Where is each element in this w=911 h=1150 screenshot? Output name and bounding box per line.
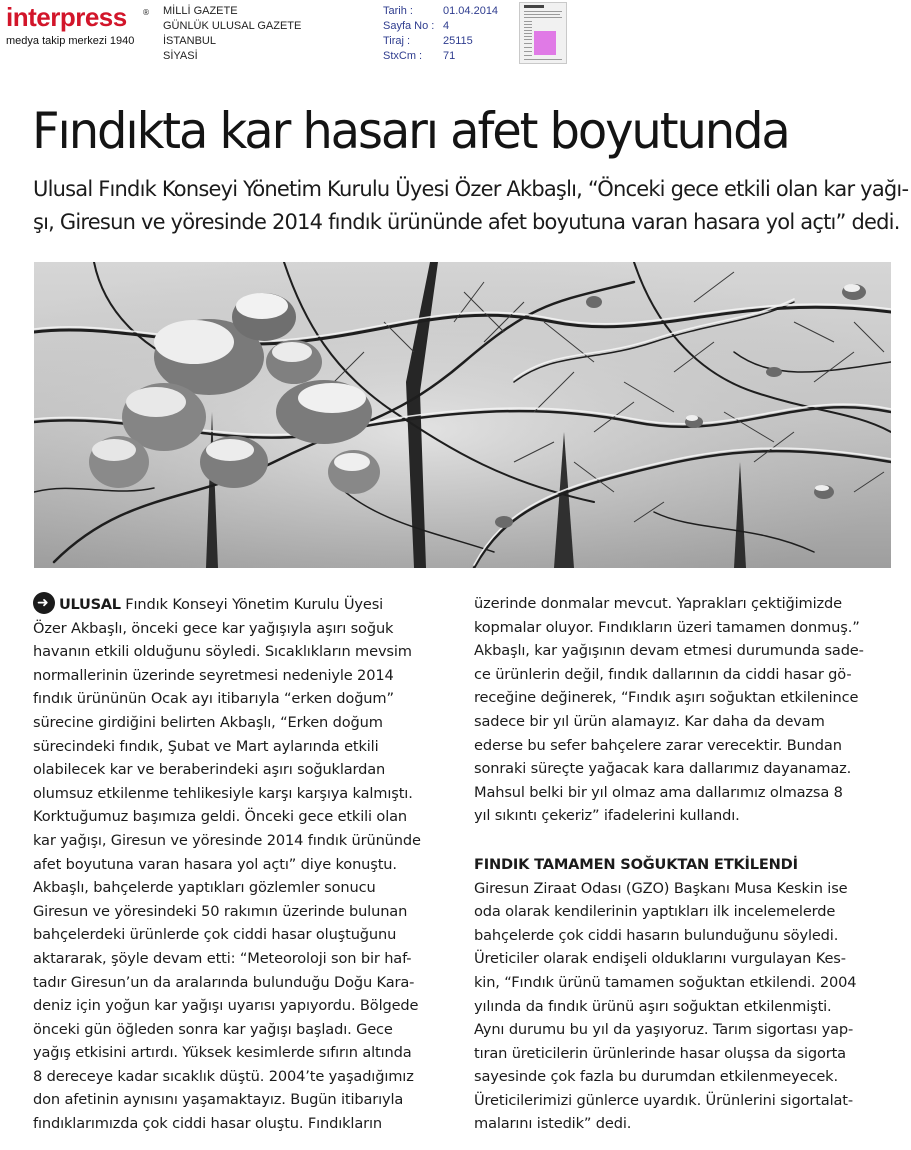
body-line: fındıklarımızda çok ciddi hasar oluştu. Fındıkların <box>33 1115 382 1133</box>
body-line: Mahsul belki bir yıl olmaz ama dallarımız olmazsa 8 <box>474 783 843 801</box>
body-line: Aynı durumu bu yıl da yaşıyoruz. Tarım sigortası yap- <box>474 1021 854 1039</box>
body-line: Üreticiler olarak endişeli olduklarını vurgulayan Kes- <box>474 950 846 968</box>
stat-label: Tiraj : <box>383 35 411 47</box>
body-line: normallerinin üzerinde seyretmesi nedeniyle 2014 <box>33 666 394 684</box>
article-highlight <box>534 31 556 55</box>
body-line: tadır Giresun’un da aralarında bulunduğu Doğu Kara- <box>33 973 415 991</box>
arrow-right-circle-icon <box>33 592 55 614</box>
body-line: önceki gün öğleden sonra kar yağışı başladı. Gece <box>33 1020 393 1038</box>
body-line: kar yağışı, Giresun ve yöresinde 2014 fındık ürününde <box>33 831 421 849</box>
logo-wordmark: interpress <box>6 2 127 32</box>
body-text: Fındık Konseyi Yönetim Kurulu Üyesi <box>120 596 384 613</box>
body-line: afet boyutuna varan hasara yol açtı” diye konuştu. <box>33 855 397 873</box>
stat-date <box>383 4 498 19</box>
stat-value: 01.04.2014 <box>443 5 499 17</box>
stat-page <box>383 19 498 34</box>
body-line: fındık ürününün Ocak ayı itibarıyla “erken doğum” <box>33 690 394 708</box>
headline: Fındıkta kar hasarı afet boyutunda <box>32 102 789 160</box>
body-line: sürecindeki fındık, Şubat ve Mart aylarında etkili <box>33 737 379 755</box>
article-column-right <box>474 592 899 1136</box>
clipping-stats <box>383 4 498 64</box>
body-line: kopmalar oluyor. Fındıkların üzeri tamamen donmuş.” <box>474 618 860 636</box>
body-line: sayesinde çok fazla bu durumdan etkilenmeyecek. <box>474 1068 838 1086</box>
stat-label: StxCm : <box>383 50 423 62</box>
body-line: Giresun ve yöresindeki 50 rakımın üzerinde bulunan <box>33 902 408 920</box>
body-line: Korktuğumuz başımıza geldi. Önceki gece etkili olan <box>33 808 407 826</box>
body-line: malarını istedik” dedi. <box>474 1115 632 1133</box>
body-line: yıl sıkıntı çekeriz” ifadelerini kullandı. <box>474 807 740 825</box>
body-line: olumsuz etkilenme tehlikesiyle karşı karşıya kalmıştı. <box>33 784 413 802</box>
body-line: aktararak, şöyle devam etti: “Meteoroloji son bir haf- <box>33 949 412 967</box>
body-line: Üreticilerimizi günlerce uyardık. Ürünlerini sigortalat- <box>474 1091 853 1109</box>
body-line: bahçelerdeki ürünlerde çok ciddi hasar oluştuğunu <box>33 926 397 944</box>
body-line: oda olarak kendilerinin yaptıkları ilk incelemelerde <box>474 903 836 921</box>
subheading: FINDIK TAMAMEN SOĞUKTAN ETKİLENDİ <box>474 855 798 873</box>
deck <box>33 173 909 239</box>
stat-circulation <box>383 34 498 49</box>
kicker: ULUSAL <box>59 596 121 613</box>
page-thumbnail <box>519 2 567 64</box>
publication-info <box>163 4 301 64</box>
body-line-lead <box>33 592 453 617</box>
body-line: sadece bir yıl ürün alamayız. Kar daha da devam <box>474 712 825 730</box>
body-line: Akbaşlı, bahçelerde yaptıkları gözlemler sonucu <box>33 879 376 897</box>
body-line: sürecine girdiğini belirten Akbaşlı, “Erken doğum <box>33 713 383 731</box>
body-line: deniz için yoğun kar yağışı uyarısı yapıyordu. Bölgede <box>33 997 419 1015</box>
registered-mark: ® <box>142 8 150 17</box>
stat-value: 71 <box>443 50 456 62</box>
body-line: üzerinde donmalar mevcut. Yaprakları çektiğimizde <box>474 595 842 612</box>
body-line: tıran üreticilerin ürünlerinde hasar oluşsa da sigorta <box>474 1044 846 1062</box>
stat-value: 25115 <box>443 35 473 47</box>
stat-label: Sayfa No : <box>383 20 435 32</box>
body-line: yılında da fındık ürünü aşırı soğuktan etkilenmişti. <box>474 997 832 1015</box>
body-line: olabilecek kar ve beraberindeki aşırı soğuklardan <box>33 761 386 779</box>
deck-line: Ulusal Fındık Konseyi Yönetim Kurulu Üyesi Özer Akbaşlı, “Önceki gece etkili olan kar yağı- <box>33 177 909 201</box>
body-line: Giresun Ziraat Odası (GZO) Başkanı Musa Keskin ise <box>474 879 848 897</box>
publication-category: SİYASİ <box>163 50 198 62</box>
stat-stxcm <box>383 49 498 64</box>
body-line: bahçelerde çok ciddi hasarın bulunduğunu söyledi. <box>474 926 839 944</box>
publication-name: MİLLİ GAZETE <box>163 5 238 17</box>
deck-line: şı, Giresun ve yöresinde 2014 fındık ürününde afet boyutuna varan hasara yol açtı” dedi. <box>33 210 900 234</box>
body-line: ce ürünlerin değil, fındık dallarının da ciddi hasar gö- <box>474 665 852 683</box>
body-line: yağış etkisini artırdı. Yüksek kesimlerde sıfırın altında <box>33 1044 412 1062</box>
logo-tagline: medya takip merkezi 1940 <box>6 35 135 47</box>
stat-value: 4 <box>443 20 450 32</box>
body-line: 8 dereceye kadar sıcaklık düştü. 2004’te yaşadığımız <box>33 1067 414 1085</box>
body-line: sonraki süreçte yağacak kara dallarımız dayanamaz. <box>474 760 852 778</box>
article-column-left <box>33 592 453 1136</box>
body-line: Akbaşlı, kar yağışının devam etmesi durumunda sade- <box>474 642 864 660</box>
snow-covered-hazelnut-branches-photo <box>34 262 891 568</box>
body-line: Özer Akbaşlı, önceki gece kar yağışıyla aşırı soğuk <box>33 619 394 637</box>
body-line: don afetinin aynısını yaşamaktayız. Bugün itibarıyla <box>33 1091 404 1109</box>
body-line: havanın etkili olduğunu söyledi. Sıcaklıkların mevsim <box>33 643 412 661</box>
body-line: ederse bu sefer bahçelere zarar verecektir. Bundan <box>474 736 842 754</box>
body-line: receğine değinerek, “Fındık aşırı soğuktan etkilenince <box>474 689 859 707</box>
publication-city: İSTANBUL <box>163 35 216 47</box>
stat-label: Tarih : <box>383 5 413 17</box>
publication-type: GÜNLÜK ULUSAL GAZETE <box>163 20 302 32</box>
interpress-logo <box>4 4 154 54</box>
body-line: kin, “Fındık ürünü tamamen soğuktan etkilendi. 2004 <box>474 973 857 991</box>
